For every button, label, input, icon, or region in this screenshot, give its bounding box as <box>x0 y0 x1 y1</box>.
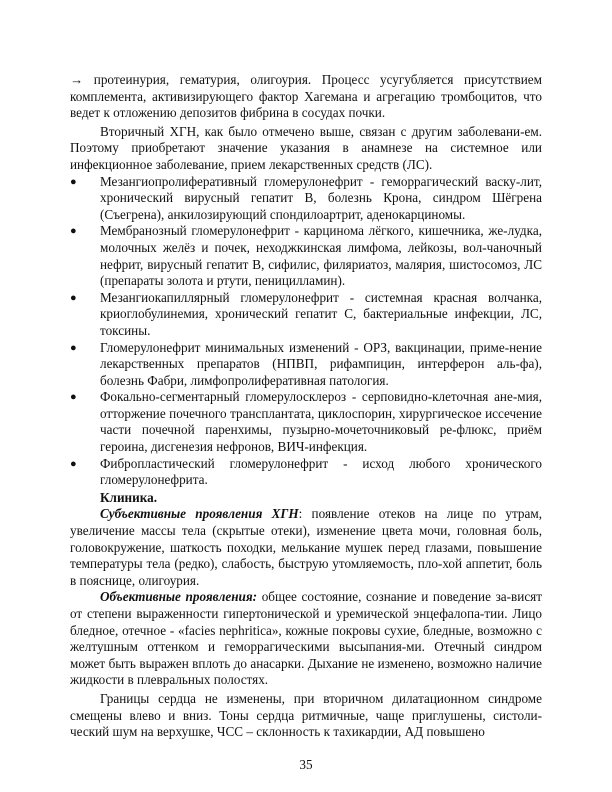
list-item <box>70 223 542 289</box>
bullet-icon: ● <box>70 291 77 304</box>
paragraph-secondary-hgn: Вторичный ХГН, как было отмечено выше, связан с другим заболевани-ем. Поэтому приобретают значение указания в анамнезе на системное или инфекционное заболевание, прием лекарственных средств (ЛС). <box>70 123 542 172</box>
paragraph-subjective <box>70 506 542 589</box>
subjective-lead: Субъективные проявления ХГН <box>100 506 299 522</box>
list-item <box>70 456 542 489</box>
section-heading-clinic: Клиника. <box>100 489 158 505</box>
bullet-icon: ● <box>70 225 77 238</box>
list-item-text: Мембранозный гломерулонефрит - карцинома лёгкого, кишечника, же-лудка, молочных желёз и почек, неходжкинская лимфома, лейкозы, вол-чаночный нефрит, вирусный гепатит В, сифилис, филяриатоз, малярия, шистосомоз, ЛС (препараты золота и ртути, пеницилламин). <box>100 223 542 289</box>
objective-lead: Объективные проявления: <box>100 589 258 605</box>
bullet-icon: ● <box>70 341 77 354</box>
list-item-text: Фибропластический гломерулонефрит - исход любого хронического гломерулонефрита. <box>100 455 542 488</box>
bullet-icon: ● <box>70 391 77 404</box>
list-item-text: Гломерулонефрит минимальных изменений - ОРЗ, вакцинации, приме-нение лекарственных препаратов (НПВП, рифампицин, интерферон аль-фа), болезнь Фабри, лимфопролиферативная патология. <box>100 339 542 388</box>
paragraph-objective <box>70 589 542 689</box>
list-item-text: Фокально-сегментарный гломерулосклероз - серповидно-клеточная ане-мия, отторжение почечного трансплантата, циклоспорин, хирургическое иссечение части почечной паренхимы, пузырно-мочеточниковый ре-флюкс, приём героина, дисгенезия нефронов, ВИЧ-инфекция. <box>100 389 542 455</box>
bullet-icon: ● <box>70 175 77 188</box>
bullet-icon: ● <box>70 457 77 470</box>
list-item <box>70 340 542 390</box>
list-item <box>70 389 542 455</box>
paragraph-intro: → протеинурия, гематурия, олигоурия. Процесс усугубляется присутствием комплемента, активизирующего фактор Хагемана и агрегацию тромбоцитов, что ведет к отложению депозитов фибрина в сосудах почки. <box>70 72 542 121</box>
objective-text: общее состояние, сознание и поведение за-висят от степени выраженности гипертонической и уремической энцефалопа-тии. Лицо бледное, отечное - «facies nephritica», кожные покровы сухие, бледные, возможно с желтушным оттенком и геморрагическими высыпания-ми. Отечный синдром может быть выражен вплоть до анасарки. Дыхание не изменено, возможно наличие жидкости в плевральных полостях. <box>70 589 542 688</box>
etiology-list <box>70 174 542 489</box>
list-item <box>70 290 542 340</box>
subjective-text: : появление отеков на лице по утрам, увеличение массы тела (скрытые отеки), изменение цвета мочи, головная боль, головокружение, шаткость походки, мелькание мушек перед глазами, повышение температуры тела (редко), слабость, быструю утомляемость, пло-хой аппетит, боль в пояснице, олигоурия. <box>70 506 542 588</box>
list-item <box>70 174 542 224</box>
paragraph-heart: Границы сердца не изменены, при вторичном дилатационном синдроме смещены влево и вниз. Тоны сердца ритмичные, чаще приглушены, систоли-ческий шум на верхушке, ЧСС – склонность к тахикардии, АД повышено <box>70 690 542 740</box>
list-item-text: Мезангиопролиферативный гломерулонефрит - геморрагический васку-лит, хронический вирусный гепатит В, болезнь Крона, синдром Шёгрена (Съегрена), анкилозирующий спондилоартрит, аденокарциномы. <box>100 173 542 222</box>
page-number: 35 <box>299 757 313 772</box>
document-page <box>70 72 542 741</box>
list-item-text: Мезангиокапиллярный гломерулонефрит - системная красная волчанка, криоглобулинемия, хронический гепатит С, бактериальные инфекции, ЛС, токсины. <box>100 289 542 338</box>
